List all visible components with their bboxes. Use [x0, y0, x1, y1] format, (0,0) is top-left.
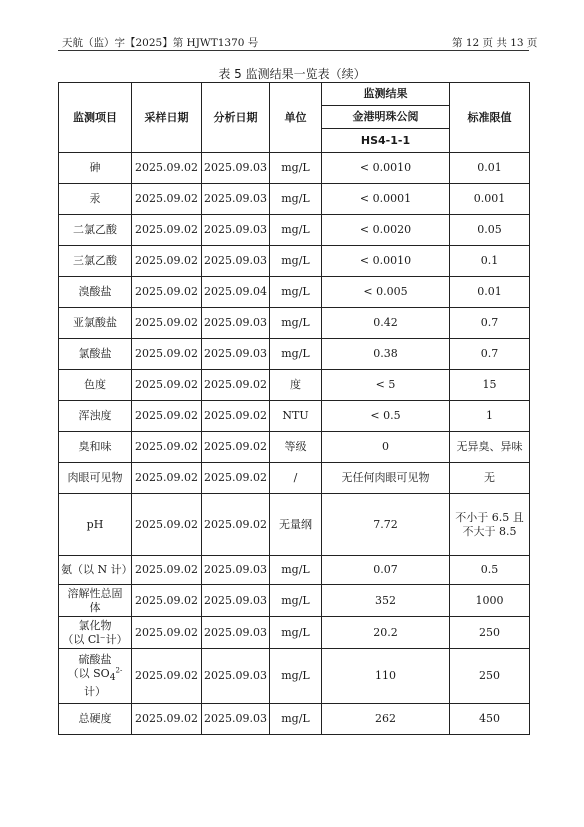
cell-limit: 15	[450, 370, 530, 401]
cell-item: 色度	[59, 370, 132, 401]
cell-result: 110	[322, 649, 450, 704]
cell-limit: 无异臭、异味	[450, 432, 530, 463]
cell-result: < 0.0001	[322, 184, 450, 215]
cell-result: 0.38	[322, 339, 450, 370]
cell-analysis-date: 2025.09.02	[202, 401, 270, 432]
cell-unit: mg/L	[270, 556, 322, 585]
cell-result: 20.2	[322, 617, 450, 649]
cell-analysis-date: 2025.09.03	[202, 585, 270, 617]
table-row	[59, 556, 530, 585]
cell-analysis-date: 2025.09.02	[202, 463, 270, 494]
cell-result: < 0.5	[322, 401, 450, 432]
cell-limit: 0.7	[450, 308, 530, 339]
table-row	[59, 215, 530, 246]
header-limit: 标准限值	[450, 83, 530, 153]
table-row	[59, 308, 530, 339]
table-row	[59, 494, 530, 556]
cell-item	[59, 585, 132, 617]
table-header	[59, 83, 530, 153]
cell-result: 262	[322, 704, 450, 735]
cell-sample-date: 2025.09.02	[132, 401, 202, 432]
cell-unit: 等级	[270, 432, 322, 463]
cell-item: 氨（以 N 计）	[59, 556, 132, 585]
cell-item: 汞	[59, 184, 132, 215]
cell-unit: mg/L	[270, 339, 322, 370]
cell-item: 肉眼可见物	[59, 463, 132, 494]
item-line-2: 体	[89, 600, 101, 614]
header-result-group: 监测结果	[322, 83, 450, 106]
cell-analysis-date: 2025.09.03	[202, 246, 270, 277]
cell-limit: 0.7	[450, 339, 530, 370]
cell-analysis-date: 2025.09.02	[202, 432, 270, 463]
table-row	[59, 649, 530, 704]
cell-sample-date: 2025.09.02	[132, 463, 202, 494]
cell-limit: 0.01	[450, 153, 530, 184]
cell-item: 三氯乙酸	[59, 246, 132, 277]
cell-sample-date: 2025.09.02	[132, 153, 202, 184]
cell-limit: 0.05	[450, 215, 530, 246]
cell-unit: mg/L	[270, 184, 322, 215]
header-rule	[58, 50, 529, 51]
limit-line-2: 不大于 8.5	[462, 524, 517, 538]
cell-sample-date: 2025.09.02	[132, 585, 202, 617]
table-row	[59, 585, 530, 617]
cell-limit: 0.5	[450, 556, 530, 585]
cell-analysis-date: 2025.09.02	[202, 494, 270, 556]
cell-result: < 0.005	[322, 277, 450, 308]
monitoring-results-table	[58, 82, 530, 735]
cell-analysis-date: 2025.09.03	[202, 617, 270, 649]
item-line-2: （以 Cl⁻计）	[62, 632, 128, 646]
cell-limit: 无	[450, 463, 530, 494]
cell-result: < 0.0010	[322, 246, 450, 277]
cell-unit: 度	[270, 370, 322, 401]
item-line-1: 硫酸盐	[78, 652, 112, 666]
table-row	[59, 463, 530, 494]
cell-item: 二氯乙酸	[59, 215, 132, 246]
table-row	[59, 246, 530, 277]
table-row	[59, 184, 530, 215]
item-line-1: 溶解性总固	[67, 586, 123, 600]
header-sample-date: 采样日期	[132, 83, 202, 153]
cell-item: 溴酸盐	[59, 277, 132, 308]
cell-limit: 1000	[450, 585, 530, 617]
cell-sample-date: 2025.09.02	[132, 556, 202, 585]
cell-unit: /	[270, 463, 322, 494]
cell-unit: 无量纲	[270, 494, 322, 556]
table-caption: 表 5 监测结果一览表（续）	[218, 67, 366, 81]
item-line-3: 计）	[84, 685, 106, 699]
cell-analysis-date: 2025.09.03	[202, 184, 270, 215]
table-row	[59, 370, 530, 401]
cell-unit: mg/L	[270, 308, 322, 339]
table-row	[59, 339, 530, 370]
table-row	[59, 277, 530, 308]
cell-result: 无任何肉眼可见物	[322, 463, 450, 494]
cell-limit	[450, 494, 530, 556]
cell-sample-date: 2025.09.02	[132, 432, 202, 463]
cell-unit: mg/L	[270, 277, 322, 308]
header-unit: 单位	[270, 83, 322, 153]
cell-sample-date: 2025.09.02	[132, 494, 202, 556]
cell-limit: 1	[450, 401, 530, 432]
cell-analysis-date: 2025.09.03	[202, 649, 270, 704]
cell-sample-date: 2025.09.02	[132, 184, 202, 215]
table-row	[59, 617, 530, 649]
cell-limit: 0.01	[450, 277, 530, 308]
cell-limit: 250	[450, 617, 530, 649]
cell-item: 总硬度	[59, 704, 132, 735]
cell-item	[59, 649, 132, 704]
table-row	[59, 704, 530, 735]
cell-sample-date: 2025.09.02	[132, 617, 202, 649]
item-subscript: 4	[109, 672, 116, 684]
cell-sample-date: 2025.09.02	[132, 215, 202, 246]
cell-result: < 0.0010	[322, 153, 450, 184]
cell-unit: mg/L	[270, 246, 322, 277]
cell-unit: mg/L	[270, 585, 322, 617]
table-row	[59, 432, 530, 463]
table-row	[59, 401, 530, 432]
page-info: 第 12 页 共 13 页	[452, 37, 538, 49]
doc-number: 天航（监）字【2025】第 HJWT1370 号	[62, 37, 259, 49]
item-superscript: 2-	[115, 666, 123, 675]
cell-result: < 0.0020	[322, 215, 450, 246]
header-sample-id: HS4-1-1	[322, 129, 450, 153]
cell-sample-date: 2025.09.02	[132, 370, 202, 401]
cell-analysis-date: 2025.09.03	[202, 308, 270, 339]
item-line-1: 氯化物	[78, 618, 112, 632]
cell-result: 0	[322, 432, 450, 463]
cell-analysis-date: 2025.09.03	[202, 153, 270, 184]
cell-unit: mg/L	[270, 704, 322, 735]
cell-limit: 0.001	[450, 184, 530, 215]
cell-analysis-date: 2025.09.03	[202, 339, 270, 370]
cell-sample-date: 2025.09.02	[132, 704, 202, 735]
cell-analysis-date: 2025.09.03	[202, 556, 270, 585]
cell-analysis-date: 2025.09.02	[202, 370, 270, 401]
cell-sample-date: 2025.09.02	[132, 308, 202, 339]
cell-analysis-date: 2025.09.04	[202, 277, 270, 308]
cell-item: 浑浊度	[59, 401, 132, 432]
cell-unit: mg/L	[270, 617, 322, 649]
cell-unit: mg/L	[270, 215, 322, 246]
cell-item: 砷	[59, 153, 132, 184]
cell-unit: mg/L	[270, 153, 322, 184]
cell-unit: NTU	[270, 401, 322, 432]
cell-item: 臭和味	[59, 432, 132, 463]
cell-result: 7.72	[322, 494, 450, 556]
cell-item: 亚氯酸盐	[59, 308, 132, 339]
cell-limit: 450	[450, 704, 530, 735]
cell-result: < 5	[322, 370, 450, 401]
cell-result: 0.42	[322, 308, 450, 339]
cell-item: 氯酸盐	[59, 339, 132, 370]
cell-item	[59, 617, 132, 649]
cell-result: 0.07	[322, 556, 450, 585]
header-analysis-date: 分析日期	[202, 83, 270, 153]
header-location: 金港明珠公阅	[322, 106, 450, 129]
cell-limit: 250	[450, 649, 530, 704]
cell-sample-date: 2025.09.02	[132, 339, 202, 370]
cell-analysis-date: 2025.09.03	[202, 215, 270, 246]
cell-analysis-date: 2025.09.03	[202, 704, 270, 735]
item-line-2: （以 SO	[67, 666, 110, 680]
cell-sample-date: 2025.09.02	[132, 246, 202, 277]
table-row	[59, 153, 530, 184]
cell-unit: mg/L	[270, 649, 322, 704]
cell-result: 352	[322, 585, 450, 617]
cell-item: pH	[59, 494, 132, 556]
cell-sample-date: 2025.09.02	[132, 649, 202, 704]
cell-sample-date: 2025.09.02	[132, 277, 202, 308]
cell-limit: 0.1	[450, 246, 530, 277]
header-item: 监测项目	[59, 83, 132, 153]
limit-line-1: 不小于 6.5 且	[455, 510, 524, 524]
